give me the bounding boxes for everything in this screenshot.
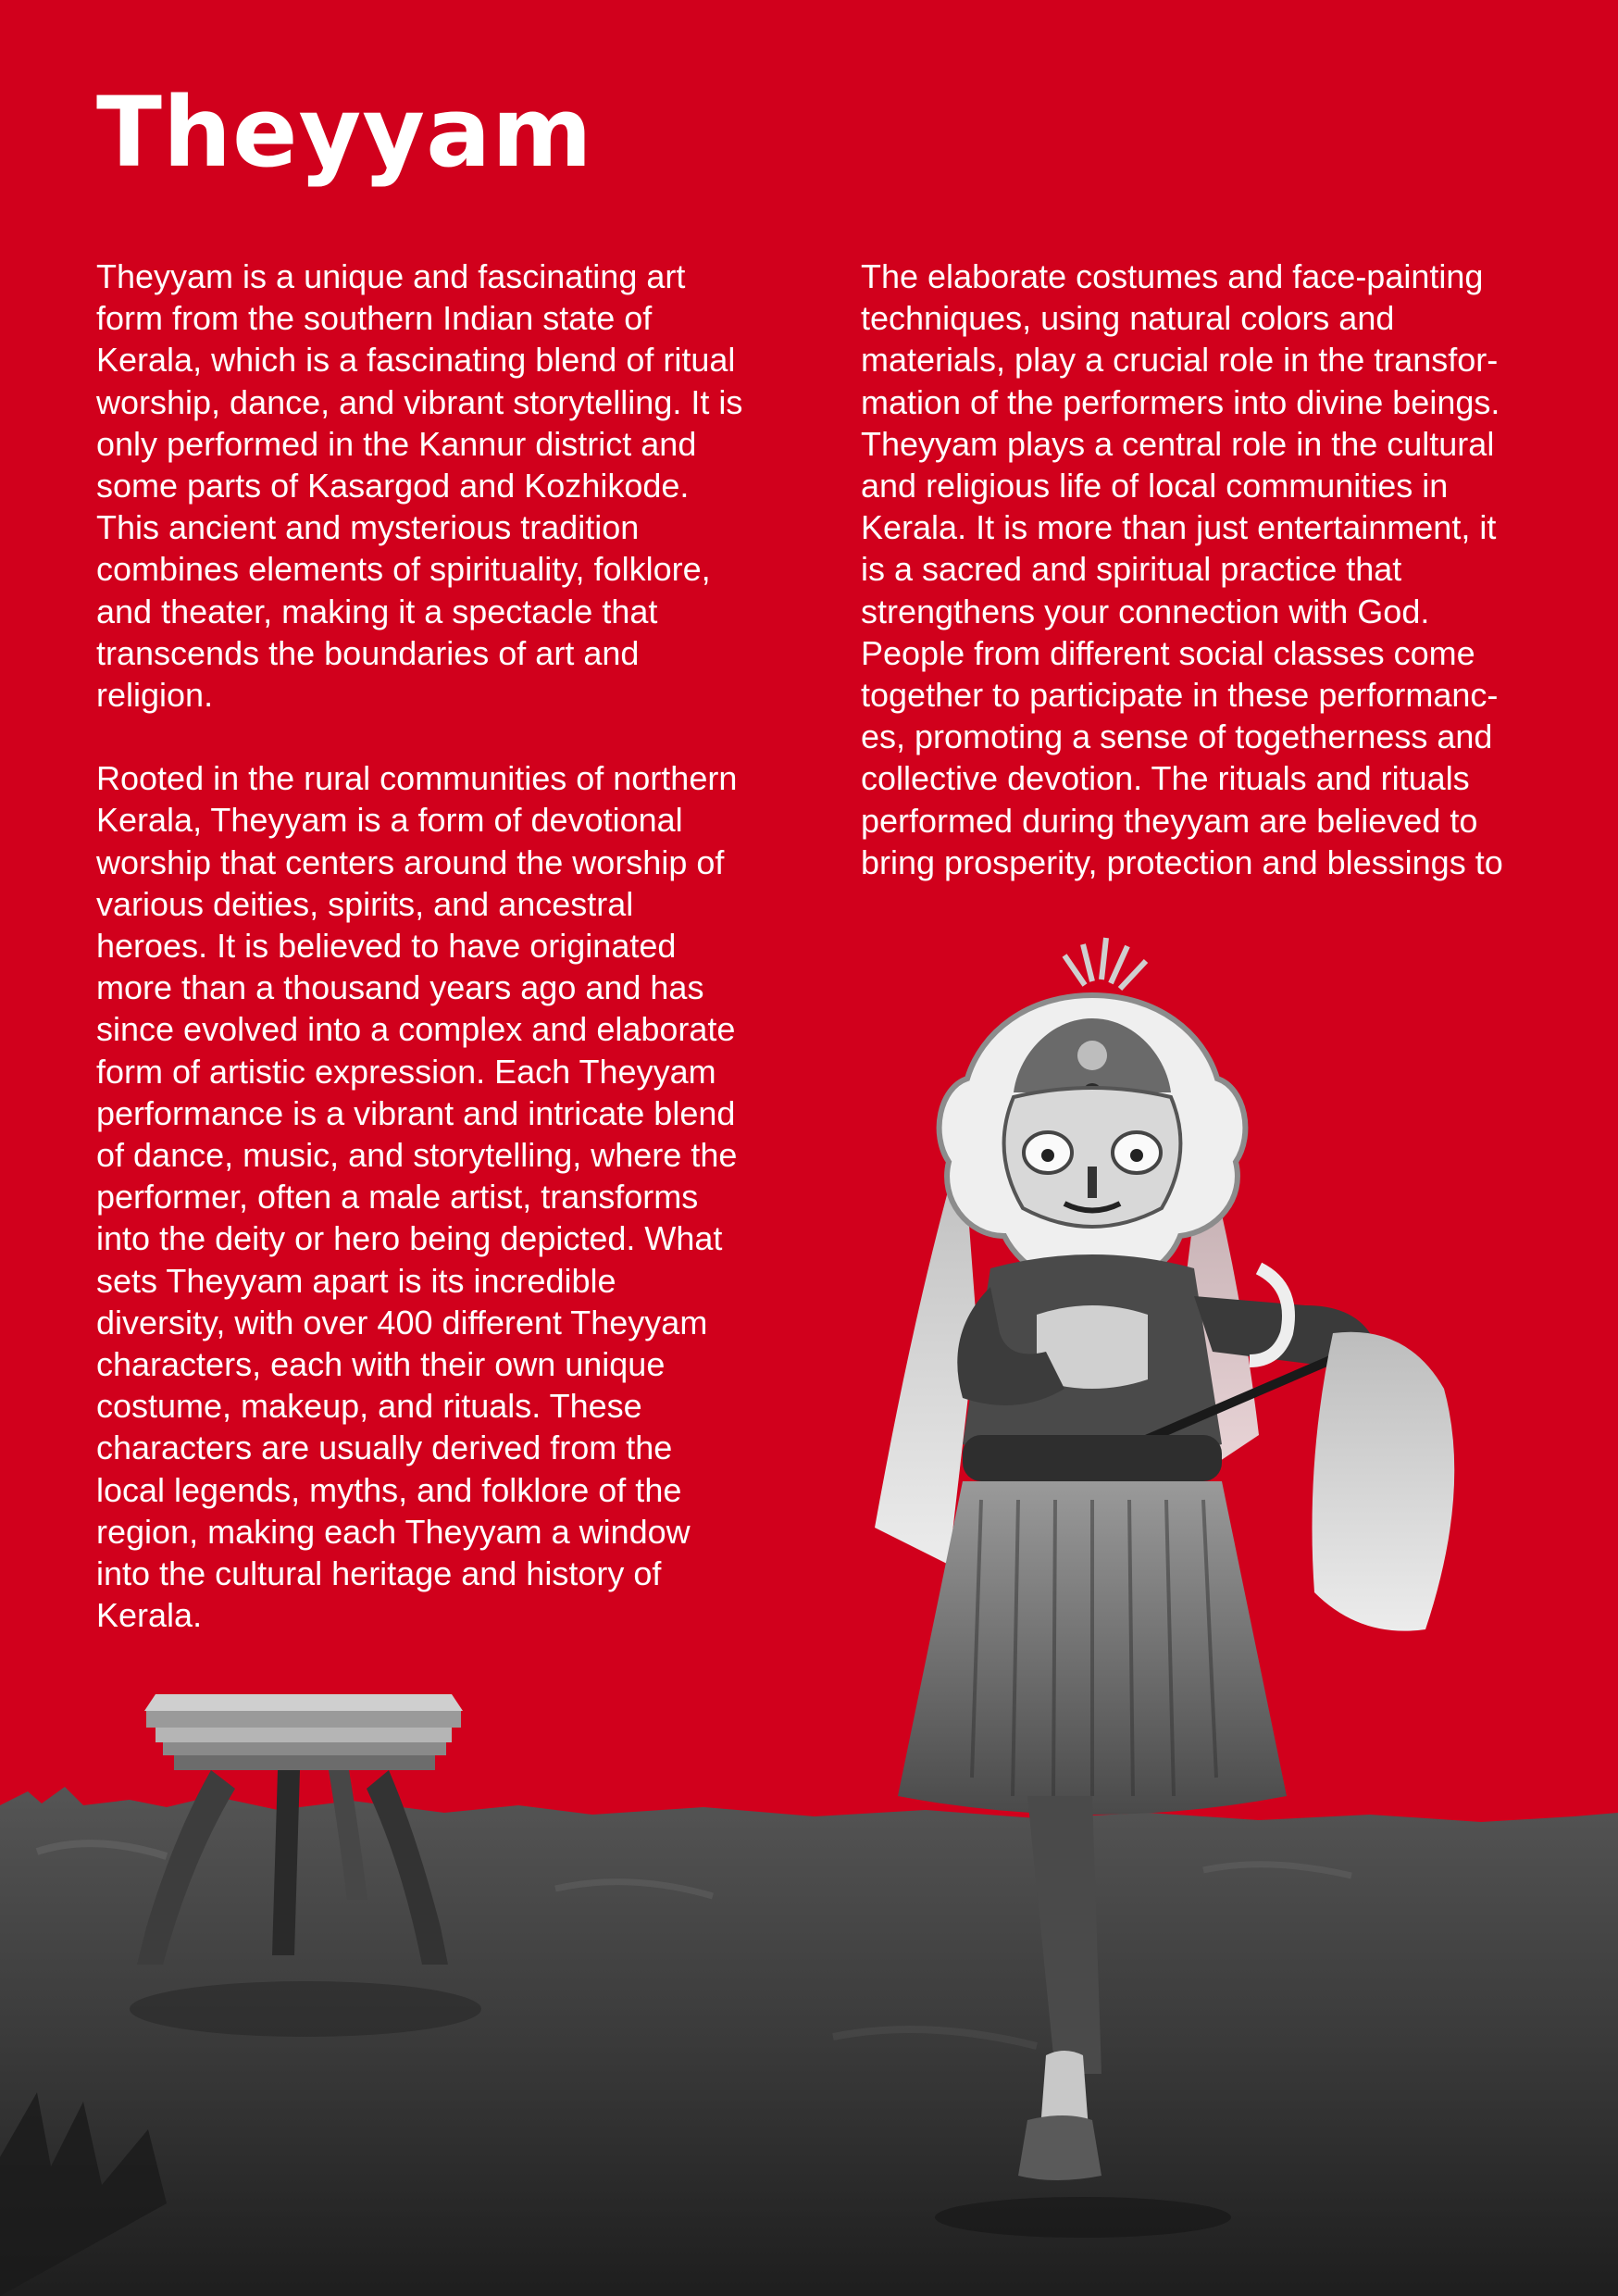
paragraph-intro: Theyyam is a unique and fascinating art form from the southern Indian state of Kerala, which is a fascinating blend of ritual worship, dance, and vibrant storytelling. It is only performed in the Kannur district and some parts of Kasargod and Kozhikode. This ancient and mysterious tradition combines elements of spirituality, folklore, and theater, making it a spectacle that transcends the boundaries of art and religion. <box>96 257 743 715</box>
grass-ground <box>0 1787 1618 2296</box>
page-title: Theyyam <box>96 76 593 189</box>
theyyam-performer-icon <box>875 938 1454 2238</box>
right-text-column <box>861 256 1564 925</box>
paragraph-costumes: The elaborate costumes and face-painting techniques, using natural colors and materials, play a crucial role in the transfor- mation of the performers into divine beings. Theyyam plays a central role in the cultural and religious life of local communities in Kerala. It is more than just entertainment, it is a sacred and spiritual practice that strengthens your connection with God. People from different social classes come together to participate in these performanc- es, promoting a sense of togetherness and collective devotion. The rituals and rituals performed during theyyam are believed to bring prosperity, protection and blessings to <box>861 257 1503 881</box>
paragraph-roots: Rooted in the rural communities of northern Kerala, Theyyam is a form of devotional worship that centers around the worship of various deities, spirits, and ancestral heroes. It is believed to have originated more than a thousand years ago and has since evolved into a complex and elaborate form of artistic expression. Each Theyyam performance is a vibrant and intricate blend of dance, music, and storytelling, where the performer, often a male artist, transforms into the deity or hero being depicted. What sets Theyyam apart is its incredible diversity, with over 400 different Theyyam characters, each with their own unique costume, makeup, and rituals. These characters are usually derived from the local legends, myths, and folklore of the region, making each Theyyam a window into the cultural heritage and history of Kerala. <box>96 759 738 1635</box>
wooden-stool-icon <box>130 1694 481 2037</box>
left-text-column <box>96 256 800 1678</box>
